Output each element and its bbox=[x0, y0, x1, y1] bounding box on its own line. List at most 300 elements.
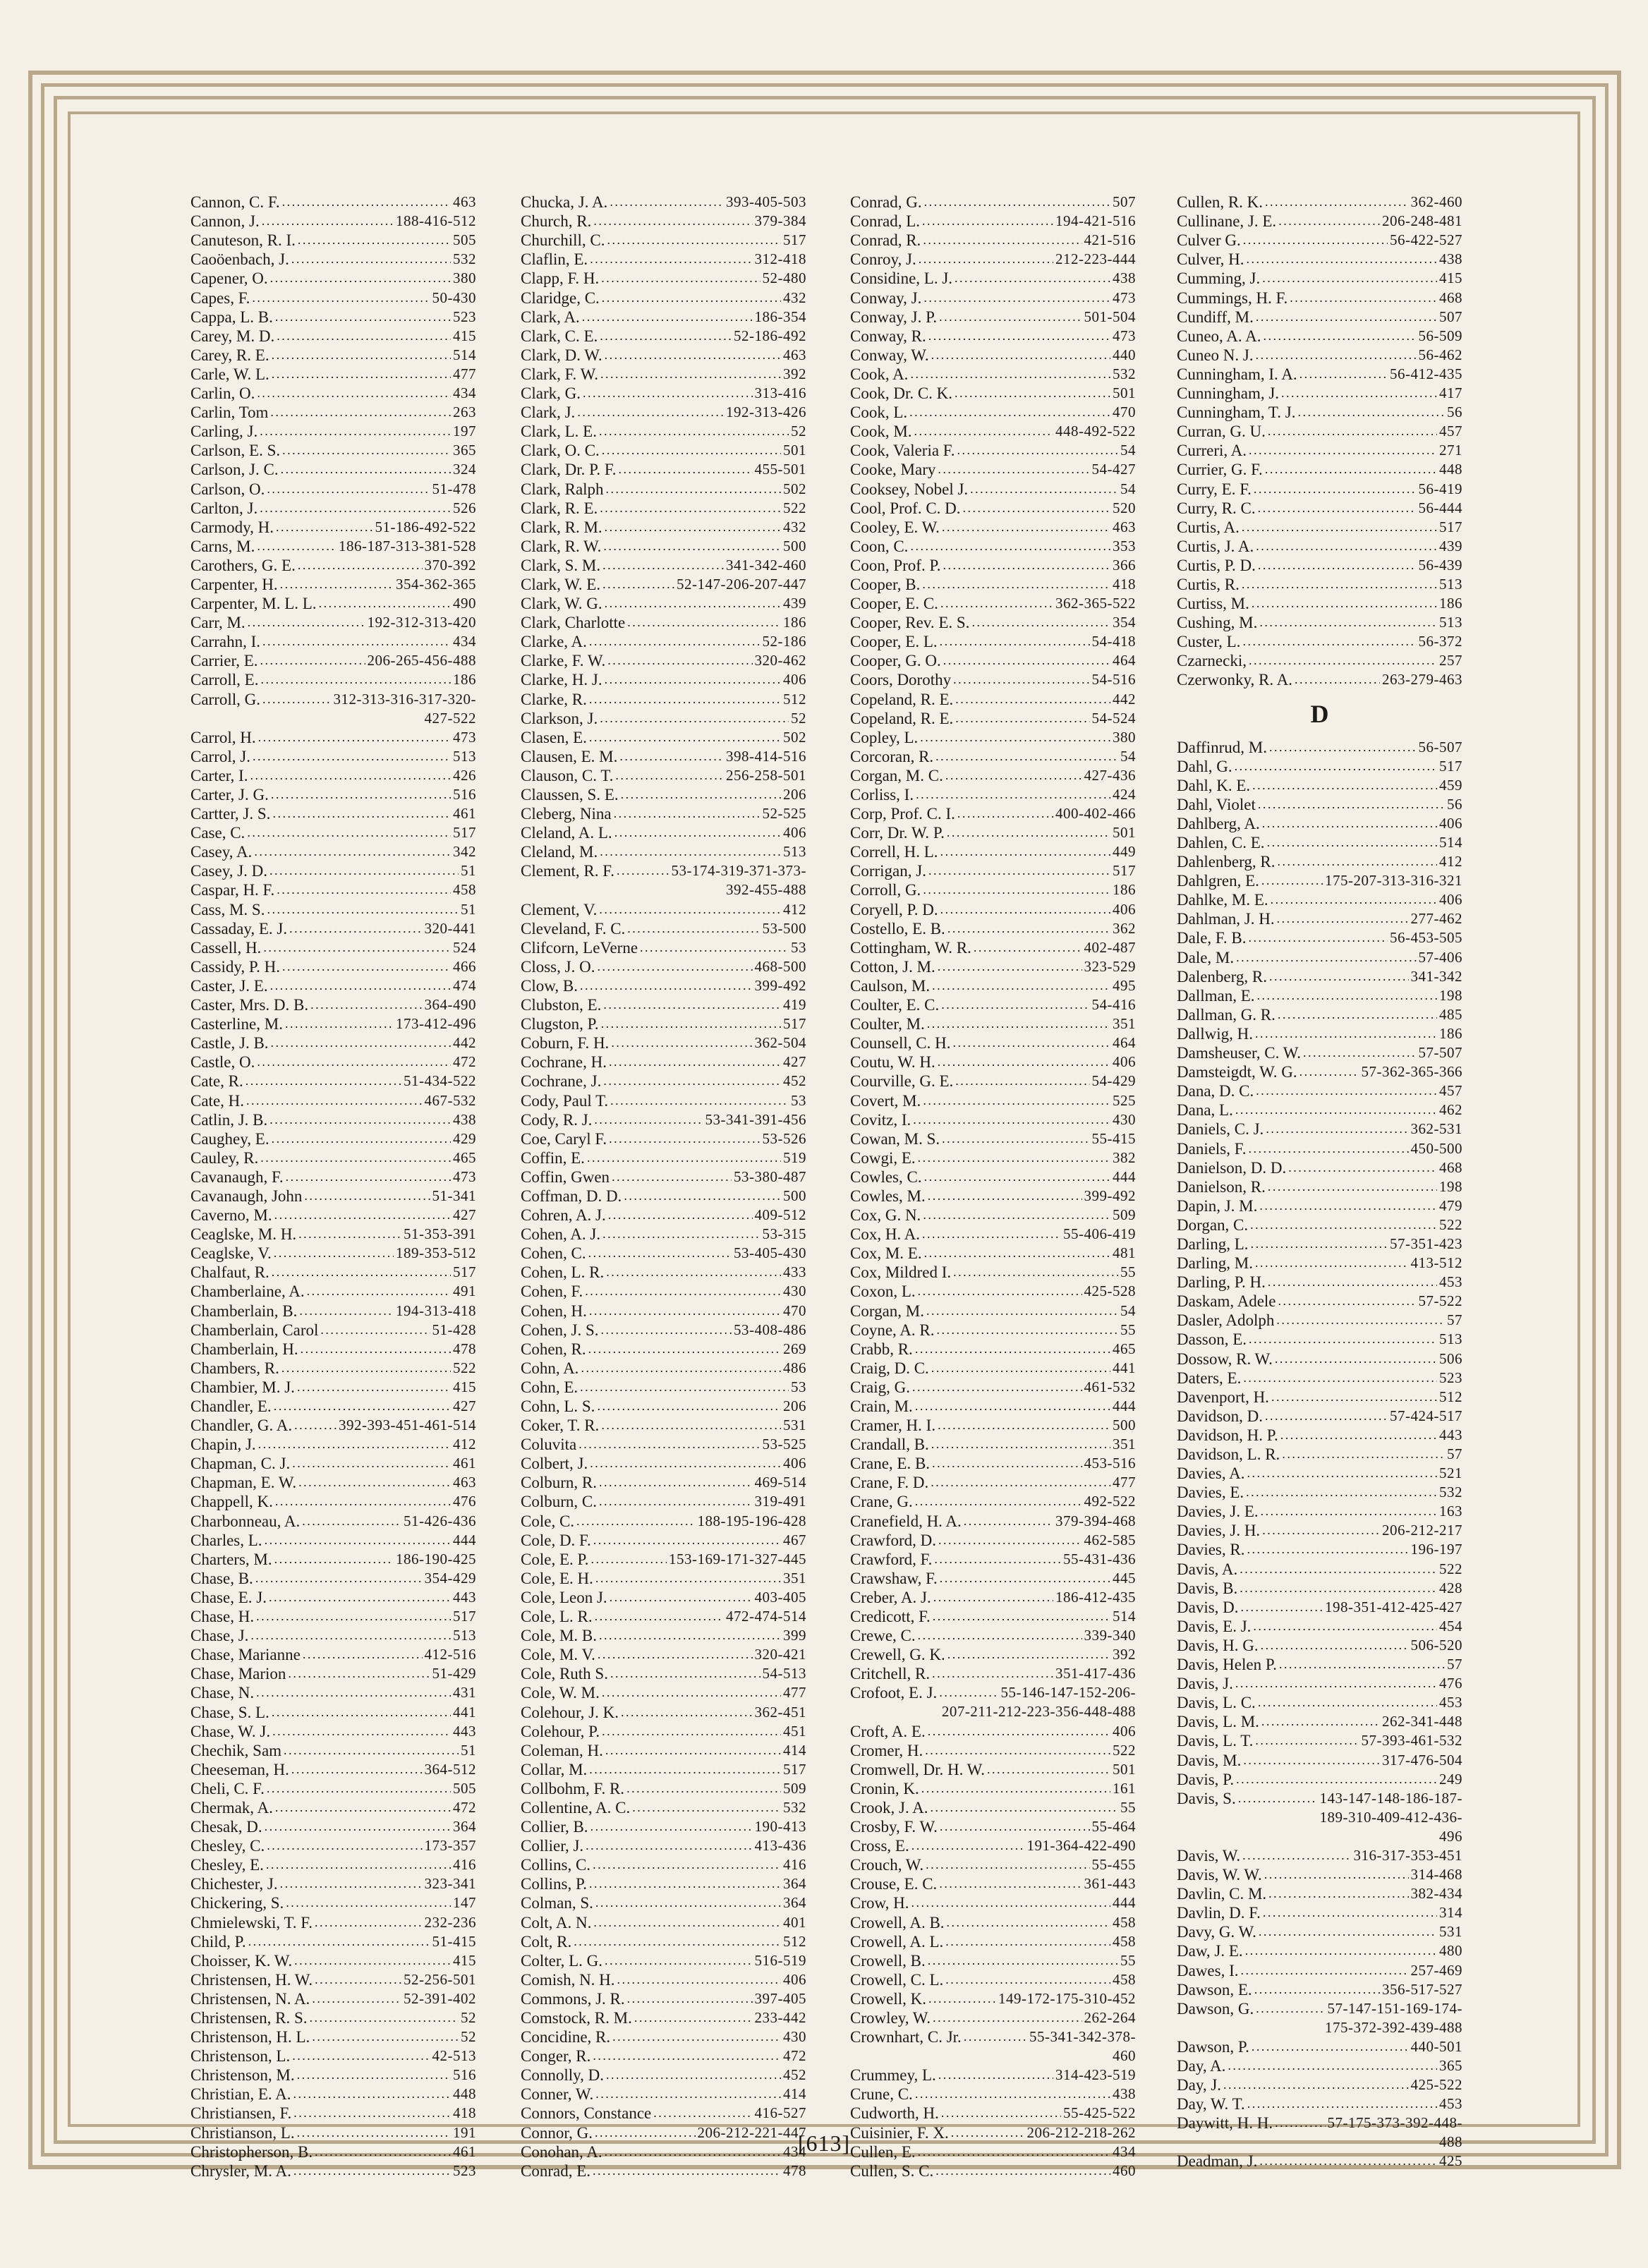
index-entry bbox=[1177, 852, 1462, 871]
index-entry bbox=[190, 1607, 476, 1626]
entry-page-refs: 262-264 bbox=[1084, 2009, 1136, 2026]
entry-page-refs: 430 bbox=[783, 1282, 806, 1300]
entry-page-refs: 481 bbox=[1113, 1244, 1136, 1262]
dot-leader bbox=[274, 1242, 394, 1263]
index-entry bbox=[1177, 967, 1462, 986]
entry-name: Coulter, E. C. bbox=[850, 996, 940, 1014]
entry-name: Chesley, C. bbox=[190, 1837, 265, 1855]
index-entry bbox=[1177, 909, 1462, 928]
dot-leader bbox=[303, 1644, 423, 1664]
entry-page-refs: 192-313-426 bbox=[726, 404, 806, 421]
index-entry bbox=[1177, 1388, 1462, 1407]
index-entry bbox=[850, 1836, 1136, 1855]
index-entry bbox=[521, 1014, 806, 1033]
entry-page-refs: 153-169-171-327-445 bbox=[669, 1550, 806, 1567]
dot-leader bbox=[614, 803, 761, 823]
dot-leader bbox=[1258, 497, 1417, 518]
entry-page-refs: 406 bbox=[783, 1455, 806, 1472]
index-entry bbox=[1177, 250, 1462, 269]
index-entry bbox=[190, 747, 476, 766]
dot-leader bbox=[911, 1835, 1025, 1855]
entry-name: Clark, L. E. bbox=[521, 423, 597, 441]
entry-page-refs: 444 bbox=[453, 1531, 476, 1548]
entry-name: Clark, S. M. bbox=[521, 556, 601, 574]
entry-page-refs: 54-418 bbox=[1091, 633, 1136, 650]
index-entry bbox=[521, 231, 806, 250]
index-entry bbox=[1177, 1445, 1462, 1464]
dot-leader bbox=[298, 1472, 451, 1492]
index-entry bbox=[850, 842, 1136, 861]
entry-name: Czarnecki, bbox=[1177, 652, 1247, 670]
entry-name: Chechik, Sam bbox=[190, 1741, 282, 1759]
entry-name: Craig, G. bbox=[850, 1378, 910, 1396]
index-entry bbox=[1177, 1655, 1462, 1674]
index-entry bbox=[190, 231, 476, 250]
entry-page-refs: 319-491 bbox=[754, 1493, 806, 1510]
entry-page-refs: 249 bbox=[1439, 1770, 1462, 1788]
index-entry bbox=[850, 1779, 1136, 1798]
entry-page-refs: 188-195-196-428 bbox=[697, 1512, 806, 1529]
index-entry bbox=[521, 575, 806, 594]
entry-page-refs: 56-422-527 bbox=[1390, 231, 1462, 249]
index-entry bbox=[190, 1206, 476, 1225]
dot-leader bbox=[932, 975, 1110, 995]
entry-page-refs: 449 bbox=[1113, 843, 1136, 861]
entry-page-refs: 54-524 bbox=[1091, 709, 1136, 727]
index-entry bbox=[850, 1053, 1136, 1072]
page-number: [613] bbox=[797, 2130, 851, 2156]
entry-page-refs: 320-441 bbox=[424, 919, 476, 937]
entry-name: Colt, R. bbox=[521, 1932, 572, 1951]
entry-name: Church, R. bbox=[521, 212, 592, 231]
entry-page-refs: 521 bbox=[1439, 1465, 1462, 1482]
dot-leader bbox=[1243, 1367, 1437, 1388]
dot-leader bbox=[1266, 1118, 1408, 1139]
index-entry bbox=[521, 1569, 806, 1588]
dot-leader bbox=[624, 1185, 781, 1206]
entry-name: Casterline, M. bbox=[190, 1015, 283, 1033]
dot-leader bbox=[1280, 1424, 1437, 1445]
entry-page-refs: 453 bbox=[1439, 1694, 1462, 1711]
entry-page-refs: 397-405 bbox=[754, 1989, 806, 2007]
dot-leader bbox=[1269, 736, 1417, 757]
entry-name: Caverno, M. bbox=[190, 1206, 272, 1225]
dot-leader bbox=[955, 708, 1089, 728]
entry-name: Castle, J. B. bbox=[190, 1034, 269, 1053]
entry-page-refs: 54-513 bbox=[762, 1665, 806, 1682]
entry-name: Capener, O. bbox=[190, 269, 268, 288]
index-entry bbox=[190, 919, 476, 938]
dot-leader bbox=[1240, 1558, 1437, 1579]
dot-leader bbox=[294, 1950, 451, 1970]
index-entry bbox=[190, 1282, 476, 1301]
entry-name: Christenson, H. L. bbox=[190, 2028, 310, 2046]
entry-name: Davis, J. bbox=[1177, 1675, 1233, 1693]
index-entry bbox=[1177, 1521, 1462, 1540]
entry-name: Curtis, J. A. bbox=[1177, 537, 1254, 555]
entry-name: Clark, A. bbox=[521, 308, 580, 326]
entry-page-refs: 206 bbox=[783, 1397, 806, 1414]
index-entry bbox=[190, 1053, 476, 1072]
entry-page-refs: 531 bbox=[1439, 1923, 1462, 1941]
dot-leader bbox=[589, 727, 781, 747]
dot-leader bbox=[1252, 775, 1437, 795]
entry-page-refs: 442 bbox=[453, 1034, 476, 1052]
entry-page-refs: 532 bbox=[1113, 365, 1136, 382]
dot-leader bbox=[1262, 813, 1437, 833]
entry-name: Colburn, C. bbox=[521, 1493, 597, 1511]
dot-leader bbox=[916, 784, 1110, 804]
dot-leader bbox=[928, 1185, 1082, 1206]
entry-name: Coxon, L. bbox=[850, 1282, 916, 1301]
entry-page-refs: 513 bbox=[783, 843, 806, 861]
index-entry bbox=[1177, 479, 1462, 498]
index-entry bbox=[521, 518, 806, 537]
index-entry bbox=[850, 1072, 1136, 1091]
entry-page-refs: 56-462 bbox=[1418, 346, 1462, 363]
index-entry bbox=[190, 403, 476, 422]
dot-leader bbox=[932, 1453, 1082, 1473]
index-entry bbox=[850, 460, 1136, 479]
index-entry bbox=[190, 1511, 476, 1530]
entry-name: Conrad, G. bbox=[850, 193, 922, 212]
entry-name: Davis, D. bbox=[1177, 1598, 1239, 1616]
entry-name: Cullen, R. K. bbox=[1177, 193, 1264, 212]
dot-leader bbox=[605, 593, 781, 613]
entry-name: Crowell, B. bbox=[850, 1951, 926, 1970]
entry-name: Chamberlain, H. bbox=[190, 1340, 298, 1358]
index-entry bbox=[1177, 2094, 1462, 2114]
entry-page-refs: 206-212-221-447 bbox=[697, 2123, 806, 2141]
entry-name: Covert, M. bbox=[850, 1091, 921, 1110]
dot-leader bbox=[1249, 439, 1437, 460]
index-entry bbox=[1177, 1789, 1462, 1808]
dot-leader bbox=[1275, 2112, 1325, 2133]
entry-page-refs: 517 bbox=[453, 1608, 476, 1625]
entry-name: Carlin, O. bbox=[190, 384, 255, 403]
index-entry bbox=[521, 441, 806, 460]
entry-name: Crune, C. bbox=[850, 2085, 913, 2104]
entry-name: Cranefield, H. A. bbox=[850, 1512, 962, 1530]
dot-leader bbox=[258, 1433, 451, 1454]
page-refs-continuation: 496 bbox=[1439, 1827, 1462, 1845]
dot-leader bbox=[597, 956, 752, 976]
entry-name: Crowell, A. L. bbox=[850, 1932, 944, 1951]
entry-page-refs: 454 bbox=[1439, 1617, 1462, 1635]
entry-name: Collier, J. bbox=[521, 1837, 584, 1855]
dot-leader bbox=[600, 841, 781, 861]
entry-page-refs: 442 bbox=[1113, 690, 1136, 708]
entry-page-refs: 161 bbox=[1113, 1779, 1136, 1797]
entry-name: Claussen, S. E. bbox=[521, 786, 619, 803]
index-entry bbox=[190, 976, 476, 995]
entry-page-refs: 370-392 bbox=[424, 556, 476, 574]
dot-leader bbox=[1263, 325, 1416, 346]
entry-page-refs: 416 bbox=[783, 1856, 806, 1874]
entry-name: Cohen, L. R. bbox=[521, 1263, 605, 1282]
dot-leader bbox=[931, 1357, 1110, 1378]
dot-leader bbox=[582, 306, 753, 327]
entry-page-refs: 421-516 bbox=[1084, 231, 1136, 249]
dot-leader bbox=[928, 1721, 1110, 1741]
index-entry bbox=[521, 1741, 806, 1760]
entry-page-refs: 206-248-481 bbox=[1382, 212, 1462, 230]
index-entry bbox=[190, 1550, 476, 1569]
dot-leader bbox=[593, 2045, 781, 2066]
index-entry bbox=[190, 1855, 476, 1874]
index-entry bbox=[850, 1645, 1136, 1664]
entry-name: Crowley, W. bbox=[850, 2009, 931, 2027]
entry-name: Cheeseman, H. bbox=[190, 1760, 289, 1778]
entry-name: Christianson, L. bbox=[190, 2123, 295, 2142]
entry-name: Conner, W. bbox=[521, 2085, 594, 2104]
entry-name: Cannon, J. bbox=[190, 212, 260, 231]
index-entry bbox=[1177, 1120, 1462, 1139]
index-entry bbox=[1177, 1903, 1462, 1922]
dot-leader bbox=[634, 2007, 753, 2027]
dot-leader bbox=[1265, 459, 1437, 479]
entry-name: Claflin, E. bbox=[521, 250, 588, 269]
entry-name: Czerwonky, R. A. bbox=[1177, 671, 1292, 689]
index-entry bbox=[1177, 2056, 1462, 2075]
entry-name: Clarke, A. bbox=[521, 633, 587, 651]
entry-name: Clark, Ralph bbox=[521, 480, 604, 498]
entry-name: Cook, Valeria F. bbox=[850, 442, 955, 460]
entry-name: Cole, M. B. bbox=[521, 1627, 597, 1645]
entry-name: Concidine, R. bbox=[521, 2028, 611, 2046]
entry-name: Dahlgren, E. bbox=[1177, 872, 1259, 890]
entry-page-refs: 455-501 bbox=[754, 461, 806, 478]
index-entry bbox=[1177, 1407, 1462, 1426]
dot-leader bbox=[253, 746, 451, 766]
entry-name: Clarke, F. W. bbox=[521, 652, 606, 670]
entry-name: Coffin, Gwen bbox=[521, 1168, 610, 1186]
index-entry bbox=[521, 327, 806, 346]
dot-leader bbox=[605, 669, 781, 689]
dot-leader bbox=[923, 1204, 1110, 1225]
entry-page-refs: 361-443 bbox=[1084, 1875, 1136, 1893]
entry-name: Cotton, J. M. bbox=[850, 957, 935, 976]
index-entry bbox=[521, 1282, 806, 1301]
entry-page-refs: 448 bbox=[1439, 461, 1462, 478]
index-entry bbox=[850, 651, 1136, 670]
dot-leader bbox=[934, 1548, 1061, 1569]
dot-leader bbox=[589, 1759, 781, 1779]
entry-page-refs: 55-464 bbox=[1091, 1818, 1136, 1836]
dot-leader bbox=[605, 1740, 781, 1760]
entry-page-refs: 277-462 bbox=[1410, 910, 1462, 928]
entry-name: Dahlman, J. H. bbox=[1177, 910, 1275, 928]
dot-leader bbox=[601, 1013, 781, 1033]
dot-leader bbox=[606, 2064, 781, 2085]
entry-page-refs: 312-418 bbox=[754, 250, 806, 268]
entry-page-refs: 517 bbox=[453, 824, 476, 842]
entry-name: Counsell, C. H. bbox=[850, 1034, 951, 1053]
dot-leader bbox=[909, 401, 1110, 422]
entry-page-refs: 379-384 bbox=[754, 212, 806, 230]
entry-name: Cohen, A. J. bbox=[521, 1225, 601, 1244]
index-entry bbox=[190, 995, 476, 1014]
dot-leader bbox=[974, 937, 1082, 957]
dot-leader bbox=[1251, 1233, 1388, 1254]
entry-name: Crowell, C. L. bbox=[850, 1970, 944, 1989]
index-entry bbox=[190, 1722, 476, 1741]
entry-name: Correll, H. L. bbox=[850, 843, 938, 861]
index-entry bbox=[850, 1550, 1136, 1569]
entry-name: Davis, Helen P. bbox=[1177, 1656, 1277, 1674]
index-entry bbox=[190, 1932, 476, 1951]
index-entry bbox=[1177, 288, 1462, 307]
dot-leader bbox=[1257, 985, 1438, 1005]
entry-page-refs: 206-212-218-262 bbox=[1026, 2123, 1136, 2141]
dot-leader bbox=[292, 2045, 430, 2066]
dot-leader bbox=[617, 860, 670, 880]
dot-leader bbox=[953, 669, 1089, 689]
entry-page-refs: 380 bbox=[453, 269, 476, 287]
dot-leader bbox=[941, 2102, 1061, 2123]
entry-page-refs: 426 bbox=[453, 766, 476, 784]
index-entry bbox=[850, 938, 1136, 957]
entry-page-refs: 55-415 bbox=[1091, 1129, 1136, 1147]
entry-name: Cooper, B. bbox=[850, 575, 921, 593]
dot-leader bbox=[1268, 1883, 1408, 1903]
index-entry bbox=[1177, 1235, 1462, 1254]
index-entry bbox=[850, 1874, 1136, 1893]
entry-name: Comstock, R. M. bbox=[521, 2009, 632, 2027]
entry-page-refs: 532 bbox=[783, 1798, 806, 1816]
dot-leader bbox=[922, 574, 1110, 594]
index-entry bbox=[521, 346, 806, 365]
index-entry bbox=[850, 1244, 1136, 1263]
entry-page-refs: 525 bbox=[1113, 1091, 1136, 1109]
index-entry bbox=[850, 250, 1136, 269]
dot-leader bbox=[1262, 1520, 1380, 1540]
entry-page-refs: 51-429 bbox=[432, 1665, 476, 1682]
entry-name: Danielson, R. bbox=[1177, 1177, 1266, 1196]
entry-name: Cooper, G. O. bbox=[850, 652, 941, 670]
entry-name: Chase, W. J. bbox=[190, 1722, 271, 1740]
dot-leader bbox=[255, 1567, 423, 1588]
entry-name: Chermak, A. bbox=[190, 1798, 273, 1817]
dot-leader bbox=[1303, 1042, 1416, 1062]
dot-leader bbox=[294, 1414, 337, 1435]
index-entry bbox=[850, 785, 1136, 804]
entry-name: Darling, L. bbox=[1177, 1235, 1249, 1253]
dot-leader bbox=[914, 420, 1053, 441]
entry-page-refs: 55-431-436 bbox=[1063, 1550, 1136, 1567]
entry-page-refs: 520 bbox=[1113, 499, 1136, 516]
entry-name: Crain, M. bbox=[850, 1397, 913, 1415]
dot-leader bbox=[1247, 248, 1437, 269]
index-entry bbox=[850, 1206, 1136, 1225]
index-entry bbox=[190, 1588, 476, 1607]
index-entry bbox=[850, 1129, 1136, 1148]
index-entry bbox=[1177, 308, 1462, 327]
entry-page-refs: 517 bbox=[783, 231, 806, 249]
entry-name: Carothers, G. E. bbox=[190, 556, 296, 574]
entry-name: Charbonneau, A. bbox=[190, 1512, 301, 1530]
entry-page-refs: 472 bbox=[783, 2047, 806, 2065]
dot-leader bbox=[595, 1606, 724, 1626]
index-entry bbox=[521, 1187, 806, 1206]
index-entry bbox=[190, 1397, 476, 1416]
entry-name: Damsheuser, C. W. bbox=[1177, 1044, 1302, 1062]
index-entry bbox=[521, 422, 806, 441]
index-entry bbox=[521, 861, 806, 880]
index-entry bbox=[850, 1014, 1136, 1033]
entry-name: Collbohm, F. R. bbox=[521, 1779, 625, 1797]
entry-name: Dale, M. bbox=[1177, 948, 1235, 966]
entry-name: Coe, Caryl F. bbox=[521, 1129, 607, 1148]
index-entry bbox=[850, 2008, 1136, 2027]
index-entry bbox=[521, 1511, 806, 1530]
page-refs-continuation: 207-211-212-223-356-448-488 bbox=[941, 1703, 1136, 1721]
entry-name: Chandler, E. bbox=[190, 1397, 272, 1415]
entry-name: Chambers, R. bbox=[190, 1359, 279, 1377]
dot-leader bbox=[912, 1376, 1082, 1397]
section-letter-heading: D bbox=[1310, 700, 1329, 729]
dot-leader bbox=[593, 1912, 781, 1932]
index-entry bbox=[190, 422, 476, 441]
entry-page-refs: 316-317-353-451 bbox=[1353, 1846, 1462, 1864]
dot-leader bbox=[612, 2026, 781, 2046]
entry-page-refs: 522 bbox=[1113, 1741, 1136, 1759]
entry-name: Carling, J. bbox=[190, 423, 258, 441]
index-entry bbox=[850, 1531, 1136, 1550]
page-refs-continuation: 189-310-409-412-436- bbox=[1319, 1808, 1462, 1826]
entry-page-refs: 341-342 bbox=[1410, 967, 1462, 985]
entry-page-refs: 509 bbox=[783, 1779, 806, 1797]
dot-leader bbox=[931, 1433, 1110, 1454]
entry-name: Clugston, P. bbox=[521, 1015, 599, 1033]
entry-name: Daskam, Adele bbox=[1177, 1292, 1276, 1311]
entry-page-refs: 362 bbox=[1113, 919, 1136, 937]
dot-leader bbox=[910, 535, 1110, 556]
dot-leader bbox=[599, 420, 789, 441]
dot-leader bbox=[580, 975, 753, 995]
entry-page-refs: 432 bbox=[783, 289, 806, 306]
index-entry bbox=[1177, 1579, 1462, 1598]
dot-leader bbox=[257, 382, 451, 403]
index-entry bbox=[521, 212, 806, 231]
index-entry bbox=[1177, 1598, 1462, 1617]
index-entry bbox=[850, 1340, 1136, 1359]
dot-leader bbox=[940, 593, 1053, 613]
entry-name: Cohen, H. bbox=[521, 1302, 587, 1320]
index-column-1 bbox=[190, 193, 476, 2181]
entry-page-refs: 478 bbox=[783, 2161, 806, 2179]
index-entry bbox=[190, 1416, 476, 1435]
index-entry bbox=[521, 460, 806, 479]
entry-page-refs: 320-462 bbox=[754, 652, 806, 669]
page-refs-continuation: 460 bbox=[1113, 2047, 1136, 2065]
dot-leader bbox=[274, 1548, 394, 1569]
entry-page-refs: 53-315 bbox=[762, 1225, 806, 1243]
index-entry bbox=[190, 365, 476, 384]
index-entry bbox=[190, 880, 476, 899]
dot-leader bbox=[1256, 344, 1417, 365]
index-entry bbox=[850, 308, 1136, 327]
entry-name: Carmody, H. bbox=[190, 518, 274, 536]
entry-page-refs: 55-146-147-152-206- bbox=[1000, 1684, 1136, 1702]
index-entry bbox=[1177, 737, 1462, 756]
index-entry bbox=[521, 1932, 806, 1951]
entry-name: Conway, W. bbox=[850, 346, 929, 364]
dot-leader bbox=[1236, 947, 1416, 967]
entry-page-refs: 149-172-175-310-452 bbox=[998, 1989, 1136, 2007]
dot-leader bbox=[915, 1395, 1110, 1416]
index-entry bbox=[1177, 365, 1462, 384]
